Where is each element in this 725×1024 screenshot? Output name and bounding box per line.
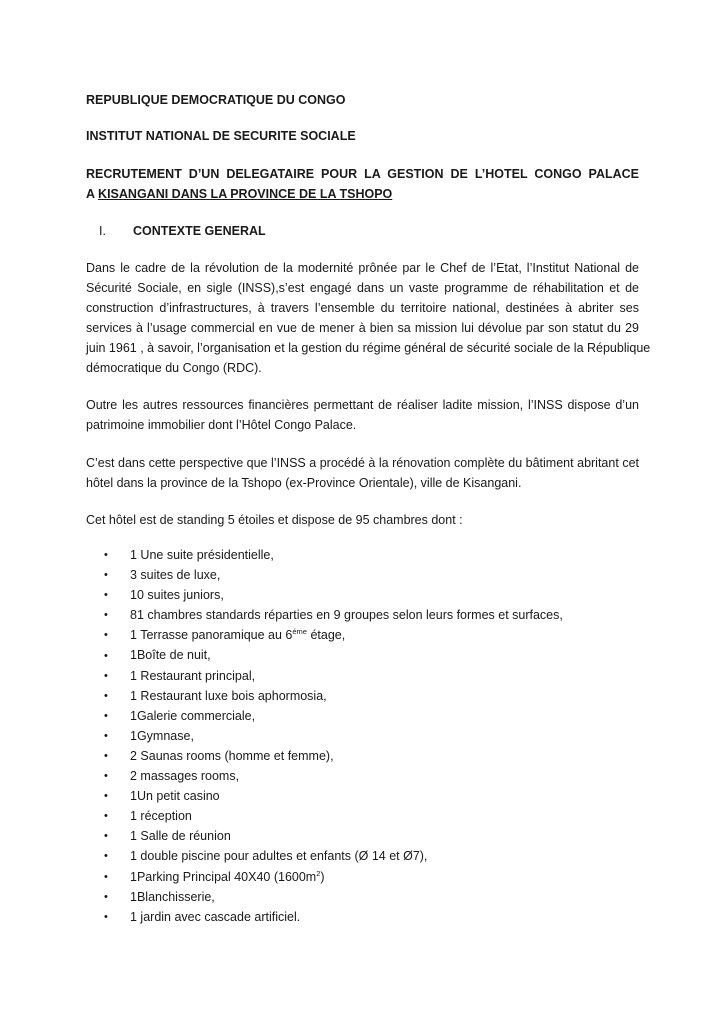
section-heading	[99, 221, 266, 241]
bullet-icon: •	[104, 729, 108, 742]
bullet-icon: •	[104, 549, 108, 562]
list-item	[104, 686, 563, 706]
list-item	[104, 545, 563, 565]
bullet-icon: •	[104, 609, 108, 622]
list-item-text: 1Galerie commerciale,	[130, 708, 256, 723]
paragraph-line: Sécurité Sociale, en sigle (INSS),s’est engagé dans un vaste programme de réhabilitation et de	[86, 281, 639, 295]
document-title-line-2	[86, 184, 639, 204]
list-item-text: 1 Restaurant luxe bois aphormosia,	[130, 688, 327, 703]
list-item-text: 3 suites de luxe,	[130, 568, 221, 583]
bullet-icon: •	[104, 569, 108, 582]
bullet-icon: •	[104, 589, 108, 602]
paragraph-line: hôtel dans la province de la Tshopo (ex-Province Orientale), ville de Kisangani.	[86, 476, 522, 490]
list-item-text: 1Blanchisserie,	[130, 889, 215, 904]
list-item-text: 1 Terrasse panoramique au $6^{éme}$ étage,	[130, 627, 346, 643]
list-item-text: 1 réception	[130, 809, 192, 824]
bullet-icon: •	[104, 830, 108, 843]
list-item-text: 1Boîte de nuit,	[130, 648, 211, 663]
paragraph-line: Dans le cadre de la révolution de la modernité prônée par le Chef de l’Etat, l’Institut National de	[86, 261, 639, 275]
bullet-icon: •	[104, 770, 108, 783]
list-item	[104, 625, 563, 645]
bullet-icon: •	[104, 709, 108, 722]
bullet-icon: •	[104, 749, 108, 762]
paragraph-line: construction d’infrastructures, à travers l’ensemble du territoire national, destinées à abriter ses	[86, 301, 639, 315]
list-item-text: 2 massages rooms,	[130, 769, 240, 784]
list-item	[104, 645, 563, 665]
list-item-text: 2 Saunas rooms (homme et femme),	[130, 748, 334, 763]
list-item	[104, 666, 563, 686]
list-item	[104, 887, 563, 907]
list-item	[104, 846, 563, 866]
paragraph-line: patrimoine immobilier dont l’Hôtel Congo Palace.	[86, 418, 357, 432]
list-item-text: 1Parking Principal 40X40 $(1600m^2)$	[130, 868, 325, 884]
list-item-text: 10 suites juniors,	[130, 588, 224, 603]
list-item	[104, 605, 563, 625]
list-item-text: 1Gymnase,	[130, 728, 194, 743]
bullet-icon: •	[104, 810, 108, 823]
list-item	[104, 907, 563, 927]
list-item	[104, 585, 563, 605]
list-item	[104, 786, 563, 806]
paragraph-line: juin 1961 , à savoir, l’organisation et la gestion du régime général de sécurité sociale de la République	[86, 341, 651, 355]
section-title: CONTEXTE GENERAL	[133, 224, 266, 238]
paragraph-hotel-standing	[86, 510, 639, 530]
paragraph-line: C’est dans cette perspective que l’INSS a procédé à la rénovation complète du bâtiment abritant cet	[86, 456, 639, 470]
document-title-line-1: RECRUTEMENT D’UN DELEGATAIRE POUR LA GESTION DE L’HOTEL CONGO PALACE	[86, 167, 639, 181]
list-item	[104, 746, 563, 766]
title-prefix: A	[86, 187, 99, 201]
bullet-icon: •	[104, 649, 108, 662]
paragraph-line: démocratique du Congo (RDC).	[86, 361, 262, 375]
superscript: éme	[292, 627, 307, 637]
bullet-icon: •	[104, 669, 108, 682]
list-item-text: 1Un petit casino	[130, 789, 220, 804]
list-item	[104, 806, 563, 826]
list-item	[104, 867, 563, 887]
list-item-text: 1 Une suite présidentielle,	[130, 548, 274, 562]
list-item	[104, 766, 563, 786]
country-heading: REPUBLIQUE DEMOCRATIQUE DU CONGO	[86, 93, 346, 107]
paragraph-line: Cet hôtel est de standing 5 étoiles et dispose de 95 chambres dont :	[86, 513, 463, 527]
bullet-icon: •	[104, 870, 108, 883]
amenities-list	[104, 545, 563, 927]
bullet-icon: •	[104, 790, 108, 803]
list-item-text: 1 double piscine pour adultes et enfants (Ø 14 et Ø7),	[130, 849, 428, 864]
section-number: I.	[99, 224, 106, 238]
paragraph-context	[86, 258, 651, 378]
paragraph-resources	[86, 395, 639, 435]
institute-heading: INSTITUT NATIONAL DE SECURITE SOCIALE	[86, 129, 356, 143]
list-item	[104, 706, 563, 726]
list-item	[104, 565, 563, 585]
bullet-icon: •	[104, 629, 108, 642]
title-location: KISANGANI DANS LA PROVINCE DE LA TSHOPO	[98, 187, 393, 201]
bullet-icon: •	[104, 890, 108, 903]
paragraph-line: services à l’usage commercial en vue de mener à bien sa mission lui dévolue par son statut du 29	[86, 321, 639, 335]
bullet-icon: •	[104, 910, 108, 923]
list-item	[104, 826, 563, 846]
list-item	[104, 726, 563, 746]
list-item-text: 81 chambres standards réparties en 9 groupes selon leurs formes et surfaces,	[130, 608, 563, 623]
superscript: 2	[316, 868, 321, 878]
list-item-text: 1 Salle de réunion	[130, 829, 231, 844]
bullet-icon: •	[104, 689, 108, 702]
list-item-text: 1 jardin avec cascade artificiel.	[130, 909, 301, 924]
list-item-text: 1 Restaurant principal,	[130, 668, 256, 683]
paragraph-line: Outre les autres ressources financières permettant de réaliser ladite mission, l’INSS dispose d’un	[86, 398, 639, 412]
paragraph-renovation	[86, 453, 639, 493]
bullet-icon: •	[104, 850, 108, 863]
